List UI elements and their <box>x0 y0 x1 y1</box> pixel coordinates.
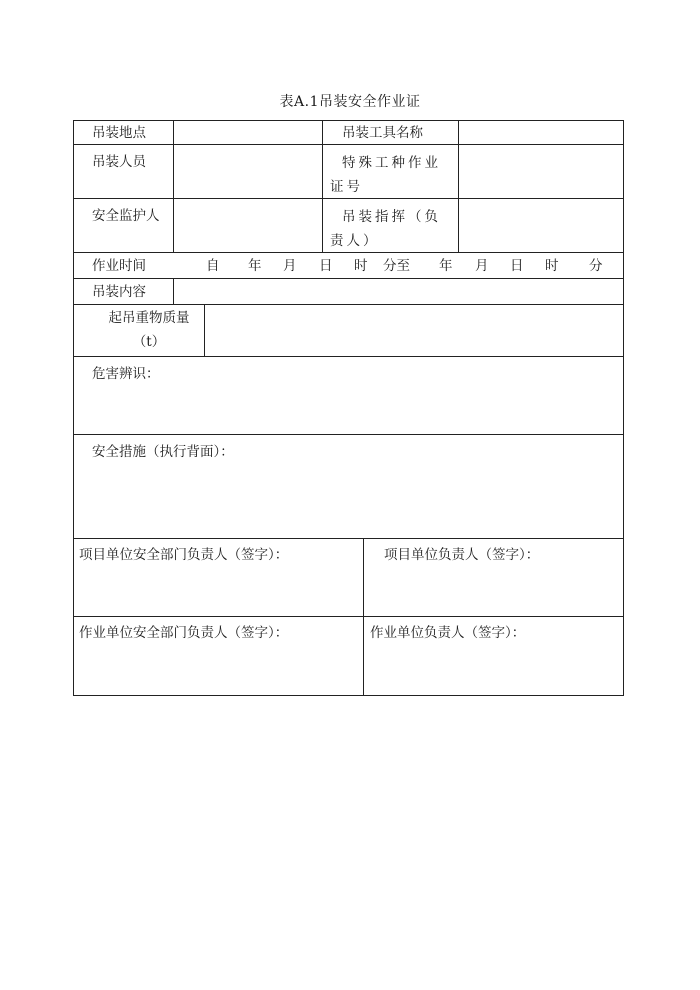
contractor-safety-dept-signature-label: 作业单位安全部门负责人（签字）： <box>79 625 289 641</box>
time-unit-minute-to: 分至 <box>383 258 410 274</box>
col-divider <box>458 120 459 252</box>
work-time-label: 作业时间 <box>92 258 146 274</box>
col-divider <box>173 120 174 252</box>
hazard-identification-label: 危害辨识： <box>92 366 160 382</box>
tool-name-label: 吊装工具名称 <box>342 125 423 141</box>
safety-measures-label: 安全措施（执行背面）： <box>92 444 234 460</box>
time-unit-day: 日 <box>510 258 524 274</box>
permit-form-table <box>73 120 624 696</box>
contractor-head-signature-label: 作业单位负责人（签字）： <box>370 625 526 641</box>
time-unit-day: 日 <box>319 258 333 274</box>
load-weight-label: 起吊重物质量（t） <box>108 310 190 350</box>
time-unit-month: 月 <box>283 258 297 274</box>
table-border-right <box>623 120 624 696</box>
project-head-signature-label: 项目单位负责人（签字）： <box>384 547 540 563</box>
work-time-range <box>73 255 624 277</box>
table-border-bottom <box>73 695 624 696</box>
col-divider <box>363 538 364 696</box>
personnel-label: 吊装人员 <box>92 154 146 170</box>
time-unit-month: 月 <box>475 258 489 274</box>
time-unit-hour: 时 <box>354 258 368 274</box>
table-border-top <box>73 120 624 121</box>
row-divider <box>73 434 624 435</box>
row-divider <box>73 538 624 539</box>
row-divider <box>73 356 624 357</box>
project-safety-dept-signature-label: 项目单位安全部门负责人（签字）： <box>79 547 289 563</box>
time-unit-hour: 时 <box>545 258 559 274</box>
safety-supervisor-label: 安全监护人 <box>92 208 160 224</box>
location-label: 吊装地点 <box>92 125 146 141</box>
col-divider <box>204 304 205 356</box>
time-unit-from: 自 <box>206 258 220 274</box>
row-divider <box>73 304 624 305</box>
lifting-content-label: 吊装内容 <box>92 284 146 300</box>
col-divider <box>322 120 323 252</box>
row-divider <box>73 616 624 617</box>
col-divider <box>173 278 174 304</box>
time-unit-minute: 分 <box>589 258 603 274</box>
lifting-commander-label: 吊装指挥（负责人） <box>330 209 441 249</box>
table-border-left <box>73 120 74 696</box>
row-divider <box>73 144 624 145</box>
time-unit-year: 年 <box>439 258 453 274</box>
form-title: 表A.1吊装安全作业证 <box>279 94 421 110</box>
time-unit-year: 年 <box>248 258 262 274</box>
row-divider <box>73 278 624 279</box>
certificate-number-label: 特殊工种作业证号 <box>330 155 441 195</box>
